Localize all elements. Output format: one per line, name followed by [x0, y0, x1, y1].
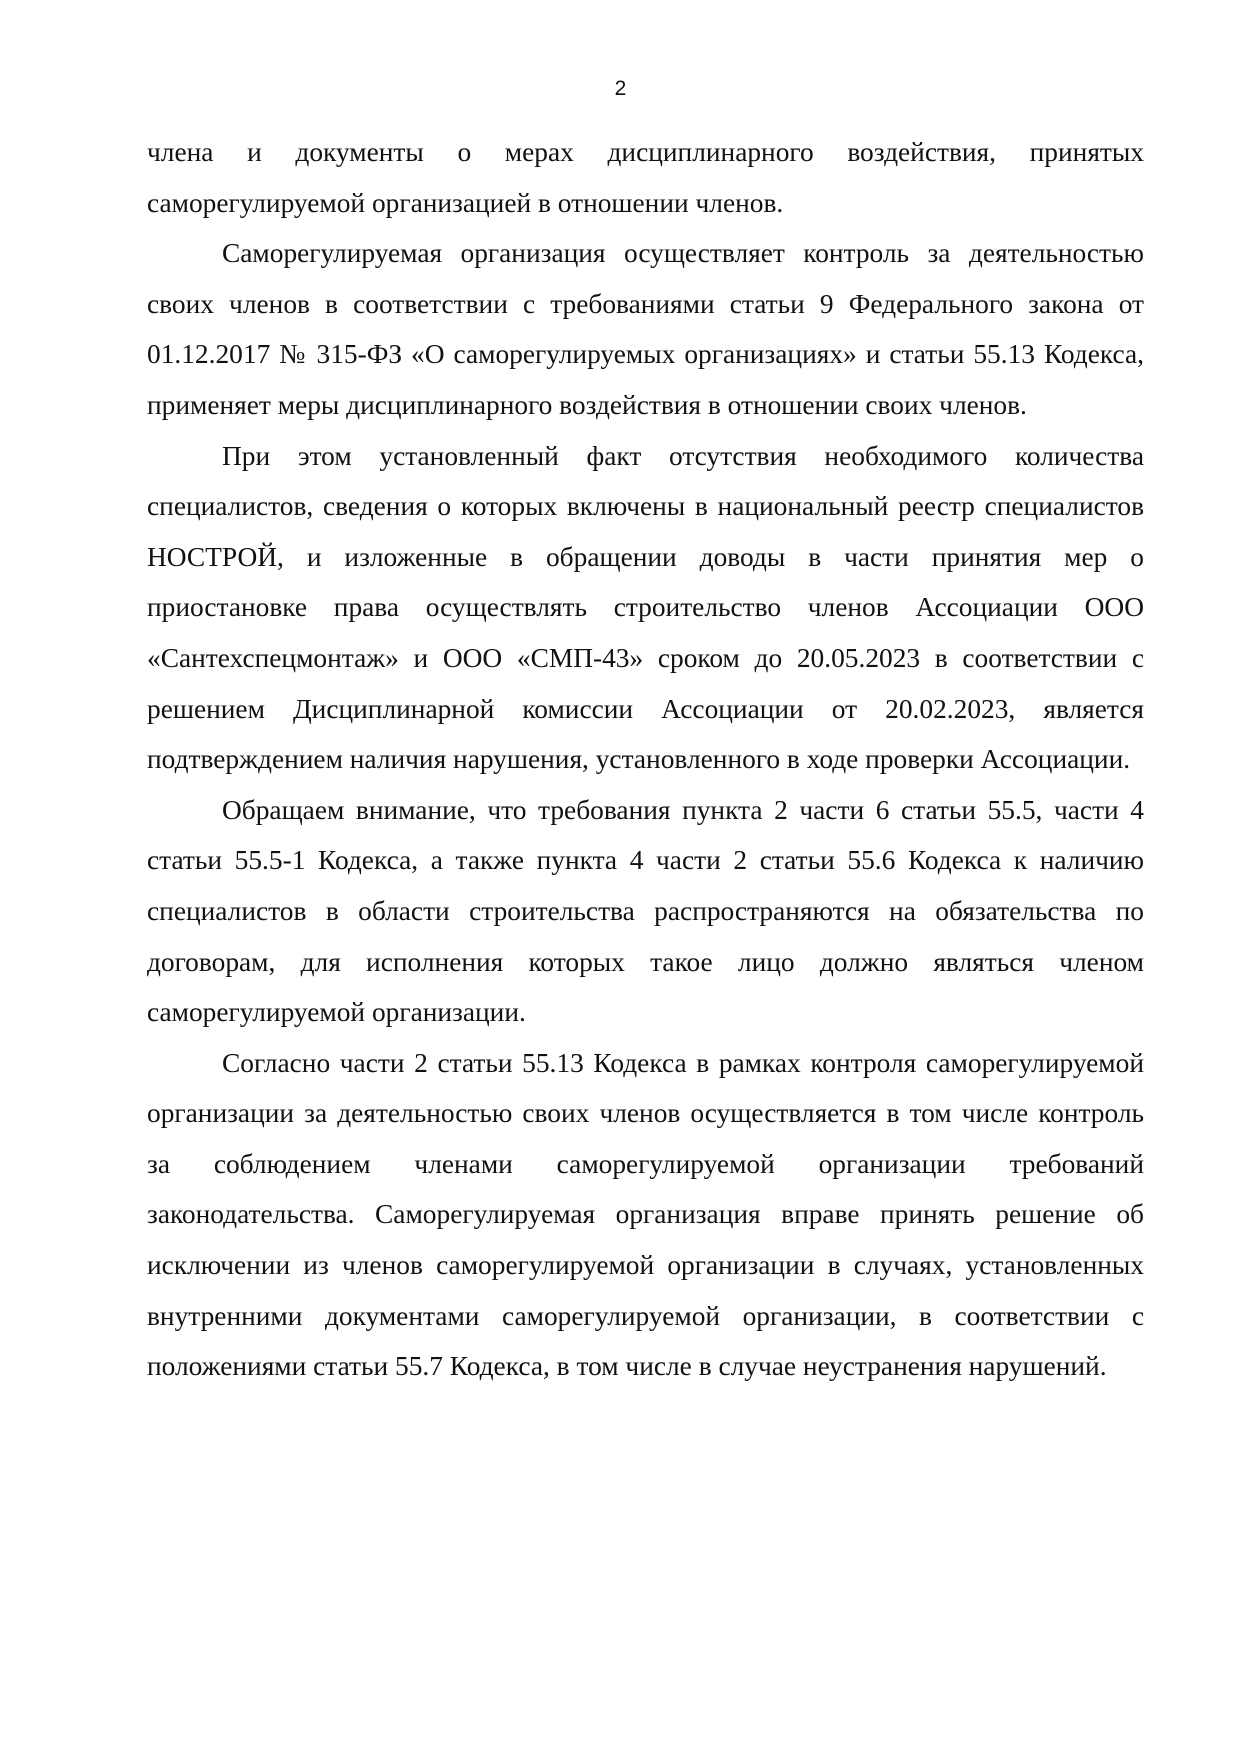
paragraph-violation-fact: При этом установленный факт отсутствия необходимого количества специалистов, сведения о которых включены в национальный реестр специалистов НОСТРОЙ, и изложенные в обращении доводы в части принятия мер о приостановке права осуществлять строительство членов Ассоциации ООО «Сантехспецмонтаж» и ООО «СМП-43» сроком до 20.05.2023 в соответствии с решением Дисциплинарной комиссии Ассоциации от 20.02.2023, является подтверждением наличия нарушения, установленного в ходе проверки Ассоциации. — [147, 440, 1144, 775]
document-body — [147, 127, 1144, 1392]
paragraph-requirements-note: Обращаем внимание, что требования пункта 2 части 6 статьи 55.5, части 4 статьи 55.5-1 Кодекса, а также пункта 4 части 2 статьи 55.6 Кодекса к наличию специалистов в области строительства распространяются на обязательства по договорам, для исполнения которых такое лицо должно являться членом саморегулируемой организации. — [147, 794, 1144, 1028]
paragraph-sro-control: Саморегулируемая организация осуществляет контроль за деятельностью своих членов в соответствии с требованиями статьи 9 Федерального закона от 01.12.2017 № 315-ФЗ «О саморегулируемых организациях» и статьи 55.13 Кодекса, применяет меры дисциплинарного воздействия в отношении своих членов. — [147, 238, 1144, 420]
page-number: 2 — [614, 77, 627, 100]
paragraph-continuation: члена и документы о мерах дисциплинарного воздействия, принятых саморегулируемой организацией в отношении членов. — [147, 137, 1144, 218]
paragraph-article-55-13: Согласно части 2 статьи 55.13 Кодекса в рамках контроля саморегулируемой организации за деятельностью своих членов осуществляется в том числе контроль за соблюдением членами саморегулируемой организации требований законодательства. Саморегулируемая организация вправе принять решение об исключении из членов саморегулируемой организации в случаях, установленных внутренними документами саморегулируемой организации, в соответствии с положениями статьи 55.7 Кодекса, в том числе в случае неустранения нарушений. — [147, 1047, 1144, 1382]
